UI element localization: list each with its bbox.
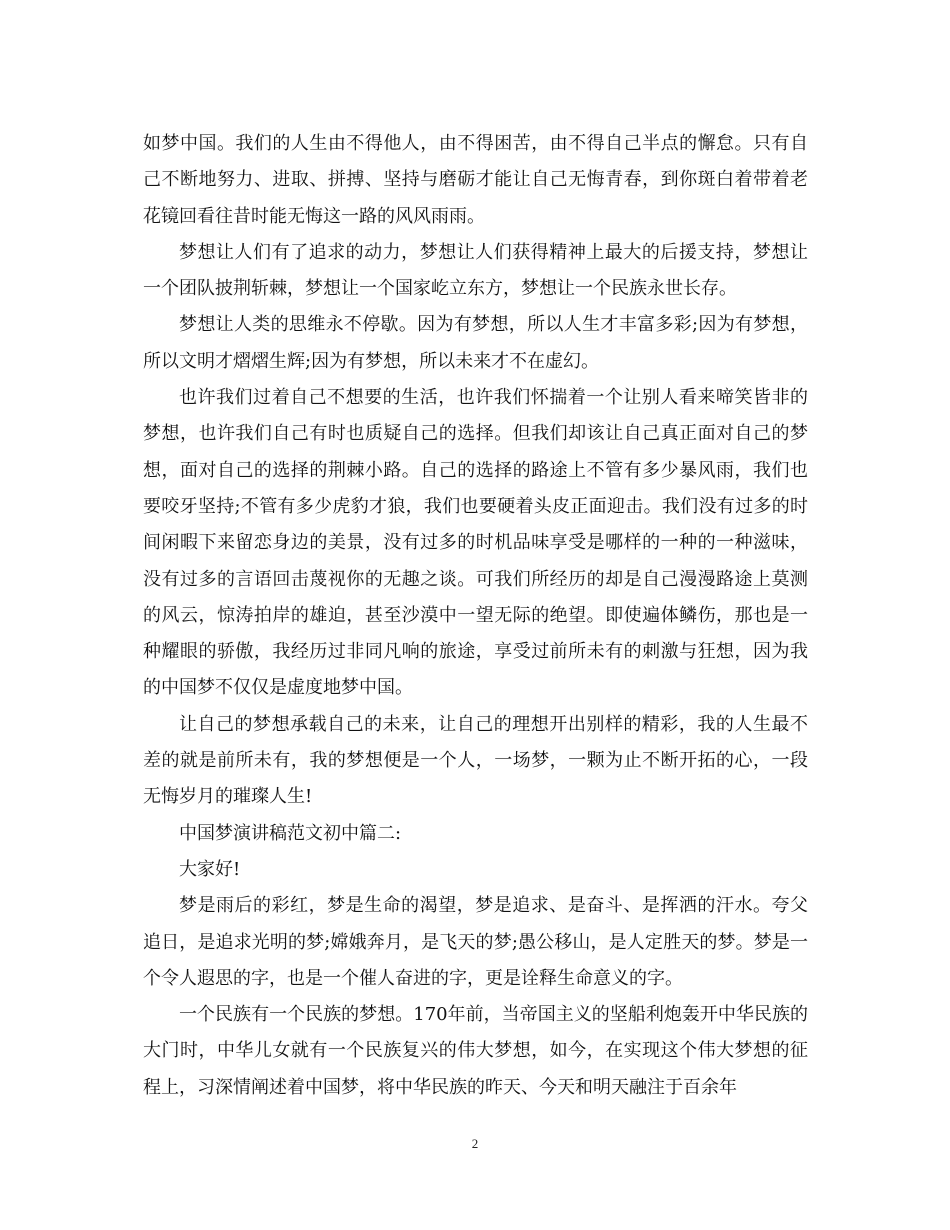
paragraph: 梦想让人类的思维永不停歇。因为有梦想，所以人生才丰富多彩;因为有梦想，所以文明才熠熠生辉;因为有梦想，所以未来才不在虚幻。 (143, 314, 808, 372)
paragraph: 一个民族有一个民族的梦想。170年前，当帝国主义的坚船利炮轰开中华民族的大门时，中华儿女就有一个民族复兴的伟大梦想，如今，在实现这个伟大梦想的征程上，习深情阐述着中国梦，将中华民族的昨天、今天和明天融注于百余年 (143, 1004, 808, 1098)
paragraph: 让自己的梦想承载自己的未来，让自己的理想开出别样的精彩，我的人生最不差的就是前所未有，我的梦想便是一个人，一场梦，一颗为止不断开拓的心，一段无悔岁月的璀璨人生! (143, 713, 808, 808)
paragraph: 梦想让人们有了追求的动力，梦想让人们获得精神上最大的后援支持，梦想让一个团队披荆斩棘，梦想让一个国家屹立东方，梦想让一个民族永世长存。 (143, 241, 808, 300)
page-number: 2 (471, 1136, 479, 1151)
greeting: 大家好! (179, 858, 241, 880)
paragraph: 梦是雨后的彩红，梦是生命的渴望，梦是追求、是奋斗、是挥洒的汗水。夸父追日，是追求光明的梦;嫦娥奔月，是飞天的梦;愚公移山，是人定胜天的梦。梦是一个令人遐思的字，也是一个催人奋进的字，更是诠释生命意义的字。 (143, 895, 808, 989)
document-body (143, 126, 808, 1106)
paragraph: 也许我们过着自己不想要的生活，也许我们怀揣着一个让别人看来啼笑皆非的梦想，也许我们自己有时也质疑自己的选择。但我们却该让自己真正面对自己的梦想，面对自己的选择的荆棘小路。自己的选择的路途上不管有多少暴风雨，我们也要咬牙坚持;不管有多少虎豹才狼，我们也要硬着头皮正面迎击。我们没有过多的时间闲暇下来留恋身边的美景，没有过多的时机品味享受是哪样的一种的一种滋味，没有过多的言语回击蔑视你的无趣之谈。可我们所经历的却是自己漫漫路途上莫测的风云，惊涛拍岸的雄迫，甚至沙漠中一望无际的绝望。即使遍体鳞伤，那也是一种耀眼的骄傲，我经历过非同凡响的旅途，享受过前所未有的刺激与狂想，因为我的中国梦不仅仅是虚度地梦中国。 (143, 387, 808, 699)
section-heading: 中国梦演讲稿范文初中篇二: (179, 822, 402, 844)
paragraph-continuation: 如梦中国。我们的人生由不得他人，由不得困苦，由不得自己半点的懈怠。只有自己不断地努力、进取、拼搏、坚持与磨砺才能让自己无悔青春，到你斑白着带着老花镜回看往昔时能无悔这一路的风风雨雨。 (143, 133, 808, 227)
